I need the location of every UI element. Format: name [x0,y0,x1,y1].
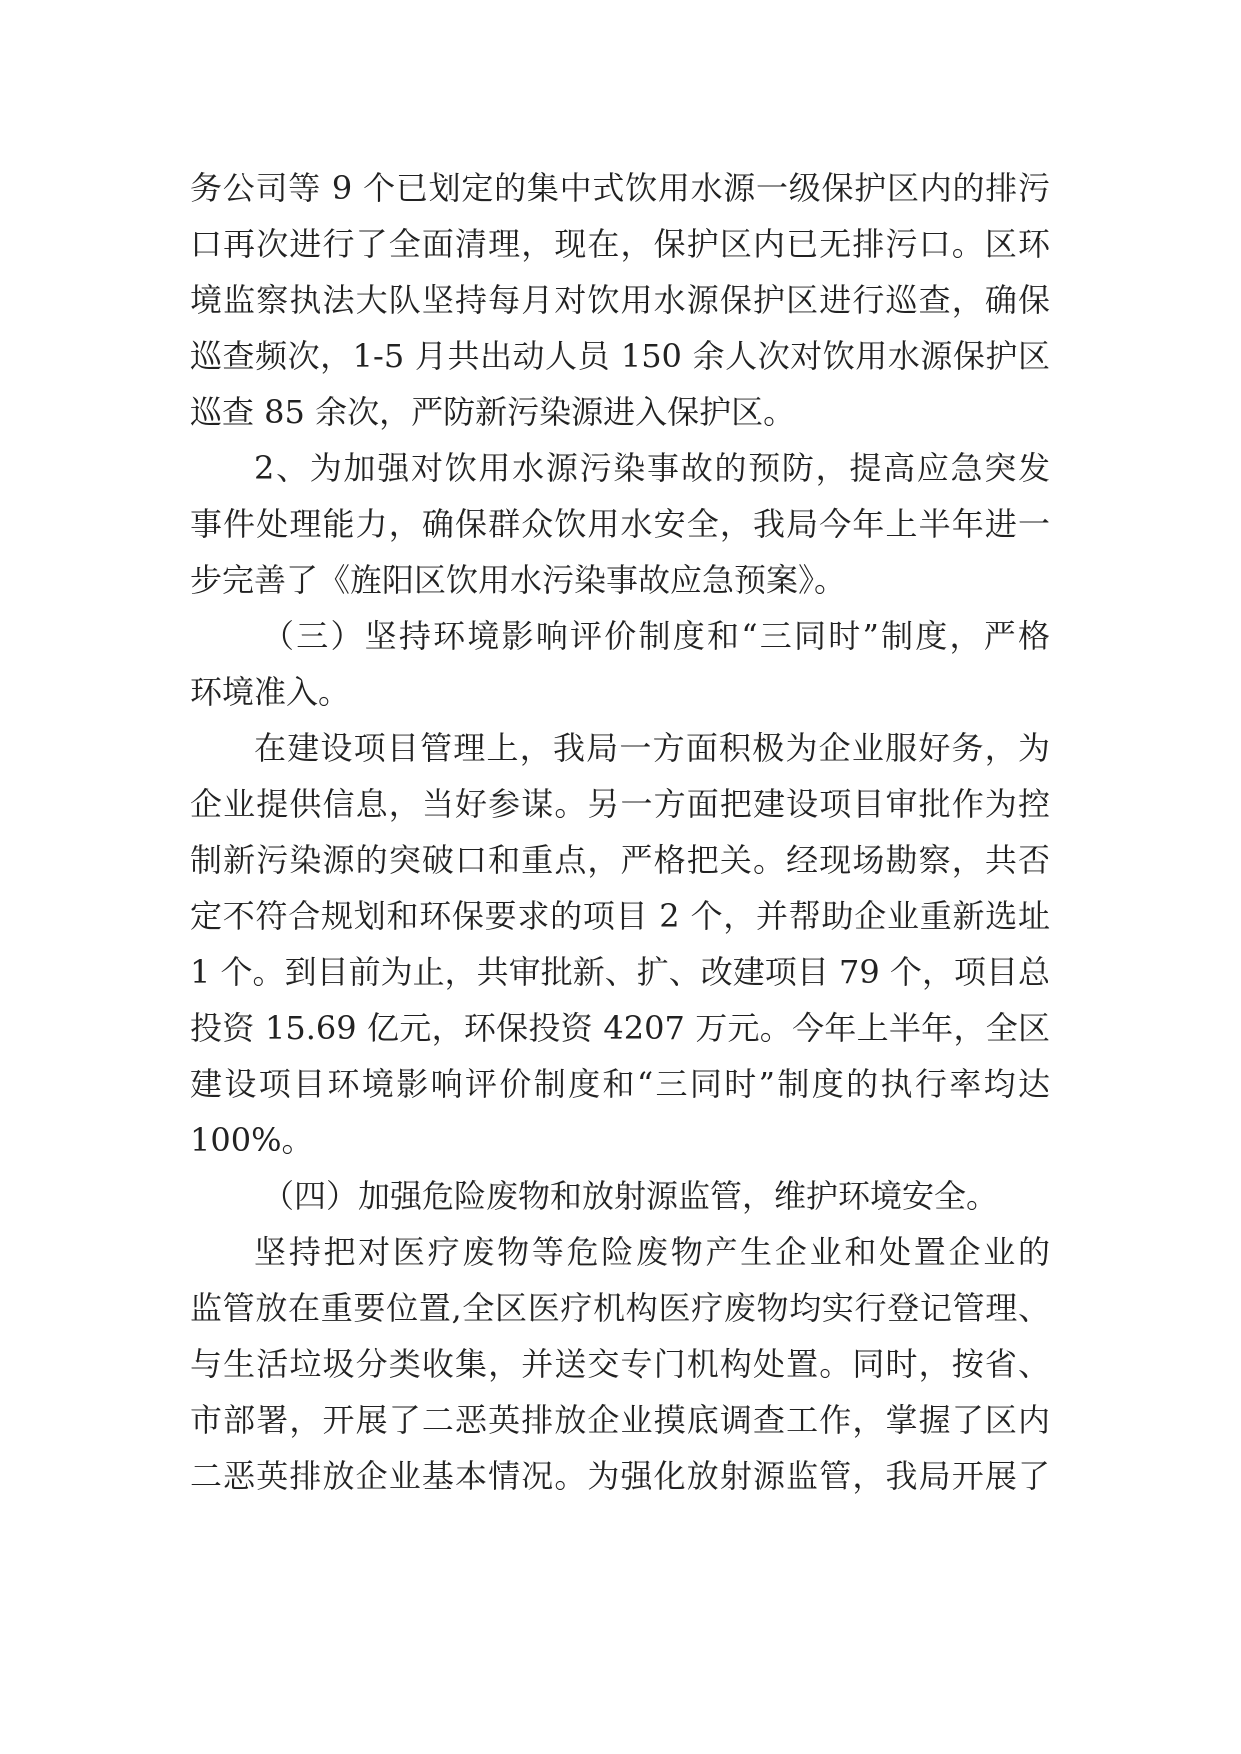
text-line-2: 口再次进行了全面清理，现在，保护区内已无排污口。区环 [190,225,1050,263]
text-line-7: 事件处理能力，确保群众饮用水安全，我局今年上半年进一 [190,505,1050,543]
text-line-20: 坚持把对医疗废物等危险废物产生企业和处置企业的 [254,1233,1050,1271]
text-line-15: 1 个。到目前为止，共审批新、扩、改建项目 79 个，项目总 [190,953,1050,991]
section-heading-3-cont: 环境准入。 [190,673,351,711]
text-line-4: 巡查频次，1-5 月共出动人员 150 余人次对饮用水源保护区 [190,337,1050,375]
text-line-18: 100%。 [190,1121,314,1159]
document-body [190,160,1050,1504]
text-line-22: 与生活垃圾分类收集，并送交专门机构处置。同时，按省、 [190,1345,1050,1383]
text-line-11: 在建设项目管理上，我局一方面积极为企业服好务，为 [254,729,1050,767]
section-heading-3: （三）坚持环境影响评价制度和“三同时”制度，严格 [262,617,1050,655]
text-line-17: 建设项目环境影响评价制度和“三同时”制度的执行率均达 [190,1065,1050,1103]
text-line-21: 监管放在重要位置,全区医疗机构医疗废物均实行登记管理、 [190,1289,1050,1327]
text-line-8: 步完善了《旌阳区饮用水污染事故应急预案》。 [190,561,847,599]
text-line-13: 制新污染源的突破口和重点，严格把关。经现场勘察，共否 [190,841,1050,879]
text-line-16: 投资 15.69 亿元，环保投资 4207 万元。今年上半年，全区 [190,1009,1050,1047]
text-line-24: 二恶英排放企业基本情况。为强化放射源监管，我局开展了 [190,1457,1050,1495]
text-line-14: 定不符合规划和环保要求的项目 2 个，并帮助企业重新选址 [190,897,1050,935]
text-line-12: 企业提供信息，当好参谋。另一方面把建设项目审批作为控 [190,785,1050,823]
text-line-6: 2、为加强对饮用水源污染事故的预防，提高应急突发 [254,449,1050,487]
section-heading-4: （四）加强危险废物和放射源监管，维护环境安全。 [262,1177,999,1215]
text-line-3: 境监察执法大队坚持每月对饮用水源保护区进行巡查，确保 [190,281,1050,319]
text-line-5: 巡查 85 余次，严防新污染源进入保护区。 [190,393,796,431]
text-line-23: 市部署，开展了二恶英排放企业摸底调查工作，掌握了区内 [190,1401,1050,1439]
text-line-1: 务公司等 9 个已划定的集中式饮用水源一级保护区内的排污 [190,169,1050,207]
